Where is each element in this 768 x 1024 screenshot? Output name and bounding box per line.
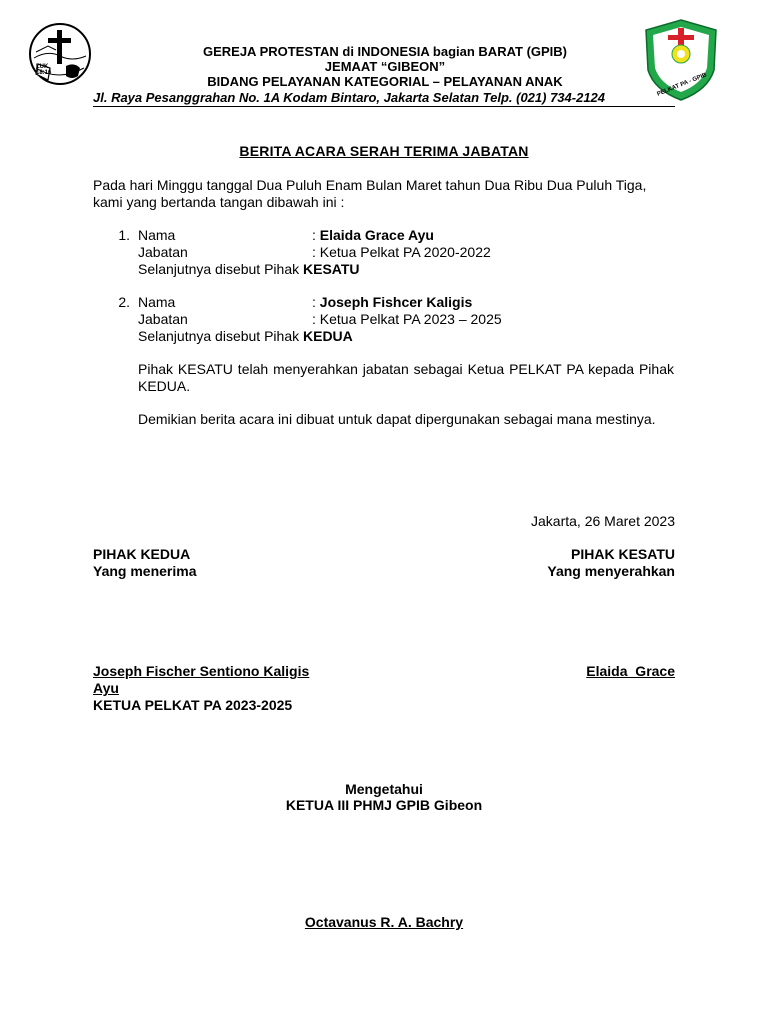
pelkat-pa-logo [642,18,720,102]
party-2-position-label: Jabatan [138,311,188,327]
party-1-name-label: Nama [138,227,176,243]
acknowledge-label: Mengetahui [345,781,423,797]
party-1-number: 1. [118,227,130,243]
party-1-name-colon: : [312,227,320,243]
party-2-number: 2. [118,294,130,310]
acknowledge-role: KETUA III PHMJ GPIB Gibeon [285,797,483,813]
party-1-designation-value: KESATU [303,261,360,277]
party-2-name [312,294,472,311]
party-2-designation [138,328,353,345]
party-2-designation-label: Selanjutnya disebut Pihak [138,328,300,344]
party-1-designation-label: Selanjutnya disebut Pihak [138,261,300,277]
acknowledge-name [93,914,675,931]
party-1-position-value: : Ketua Pelkat PA 2020-2022 [312,244,491,260]
church-logo [28,22,92,86]
right-party-label: PIHAK KESATU [571,546,675,562]
right-signatory-name: Elaida Grace [586,663,675,679]
signatory-name-continuation: Ayu [93,680,119,696]
left-signatory-name: Joseph Fischer Sentiono Kaligis [93,663,310,679]
party-1-position-label: Jabatan [138,244,188,260]
left-party-label: PIHAK KEDUA [93,546,191,562]
closing-statement: Demikian berita acara ini dibuat untuk dapat dipergunakan sebagai mana mestinya. [138,411,656,427]
party-2-name-colon: : [312,294,320,310]
header-address: Jl. Raya Pesanggrahan No. 1A Kodam Bintaro, Jakarta Selatan Telp. (021) 734-2124 [93,90,606,105]
party-1-name-value: Elaida Grace Ayu [319,227,434,243]
party-2-designation-value: KEDUA [303,328,353,344]
document-title: BERITA ACARA SERAH TERIMA JABATAN [239,143,529,159]
left-logo-text: LUK 18:16 [36,64,52,76]
party-1-designation [138,261,360,278]
party-2-position-value: : Ketua Pelkat PA 2023 – 2025 [312,311,502,327]
handover-statement: Pihak KESATU telah menyerahkan jabatan sebagai Ketua PELKAT PA kepada Pihak KEDUA. [138,361,674,394]
left-party-role: Yang menerima [93,563,197,579]
acknowledge-name-text: Octavanus R. A. Bachry [304,914,464,930]
party-1-name [312,227,434,244]
right-logo-text: PELKAT PA - GPIB [656,72,708,98]
party-2-name-label: Nama [138,294,176,310]
header-line-2: JEMAAT “GIBEON” [324,59,446,74]
header-divider [93,106,675,107]
right-party-role: Yang menyerahkan [547,563,675,579]
left-signatory-title: KETUA PELKAT PA 2023-2025 [93,697,293,713]
intro-paragraph: Pada hari Minggu tanggal Dua Puluh Enam Bulan Maret tahun Dua Ribu Dua Puluh Tiga, kami yang bertanda tangan dibawah ini : [93,177,647,210]
place-date: Jakarta, 26 Maret 2023 [531,513,675,529]
header-line-1: GEREJA PROTESTAN di INDONESIA bagian BARAT (GPIB) [202,44,568,59]
party-2-name-value: Joseph Fishcer Kaligis [319,294,473,310]
header-line-3: BIDANG PELAYANAN KATEGORIAL – PELAYANAN ANAK [207,74,563,89]
